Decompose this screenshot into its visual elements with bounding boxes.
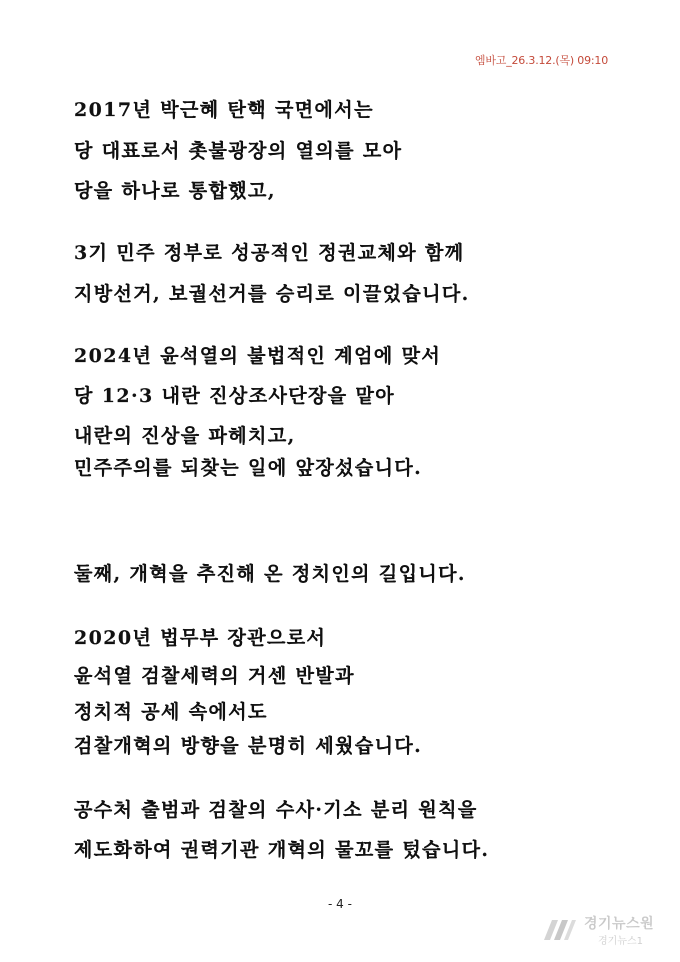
text-line-11: 2020년 법무부 장관으로서 — [74, 627, 327, 649]
text-line-6: 2024년 윤석열의 불법적인 계엄에 맞서 — [74, 345, 442, 367]
watermark-title: 경기뉴스원 — [584, 916, 655, 932]
text-line-2: 당 대표로서 촛불광장의 열의를 모아 — [74, 140, 403, 162]
text-line-5: 지방선거, 보궐선거를 승리로 이끌었습니다. — [74, 283, 470, 305]
text-line-1: 2017년 박근혜 탄핵 국면에서는 — [74, 99, 374, 121]
text-line-10: 둘째, 개혁을 추진해 온 정치인의 길입니다. — [74, 563, 466, 585]
text-line-15: 공수처 출범과 검찰의 수사·기소 분리 원칙을 — [74, 799, 478, 821]
gnt-logo-icon — [540, 916, 578, 944]
watermark-subtitle: 경기뉴스1 — [598, 936, 644, 947]
text-line-16: 제도화하여 권력기관 개혁의 물꼬를 텄습니다. — [74, 839, 490, 861]
text-line-13: 정치적 공세 속에서도 — [74, 701, 268, 723]
text-line-3: 당을 하나로 통합했고, — [74, 180, 276, 202]
text-line-7: 당 12·3 내란 진상조사단장을 맡아 — [74, 385, 395, 407]
text-line-12: 윤석열 검찰세력의 거센 반발과 — [74, 665, 355, 687]
embargo-note: 엠바고_26.3.12.(목) 09:10 — [474, 54, 608, 67]
text-line-14: 검찰개혁의 방향을 분명히 세웠습니다. — [74, 735, 423, 757]
text-line-9: 민주주의를 되찾는 일에 앞장섰습니다. — [74, 457, 423, 479]
watermark — [540, 912, 664, 948]
page-number: - 4 - — [328, 897, 352, 911]
text-line-8: 내란의 진상을 파헤치고, — [74, 425, 296, 447]
text-line-4: 3기 민주 정부로 성공적인 정권교체와 함께 — [74, 242, 465, 264]
